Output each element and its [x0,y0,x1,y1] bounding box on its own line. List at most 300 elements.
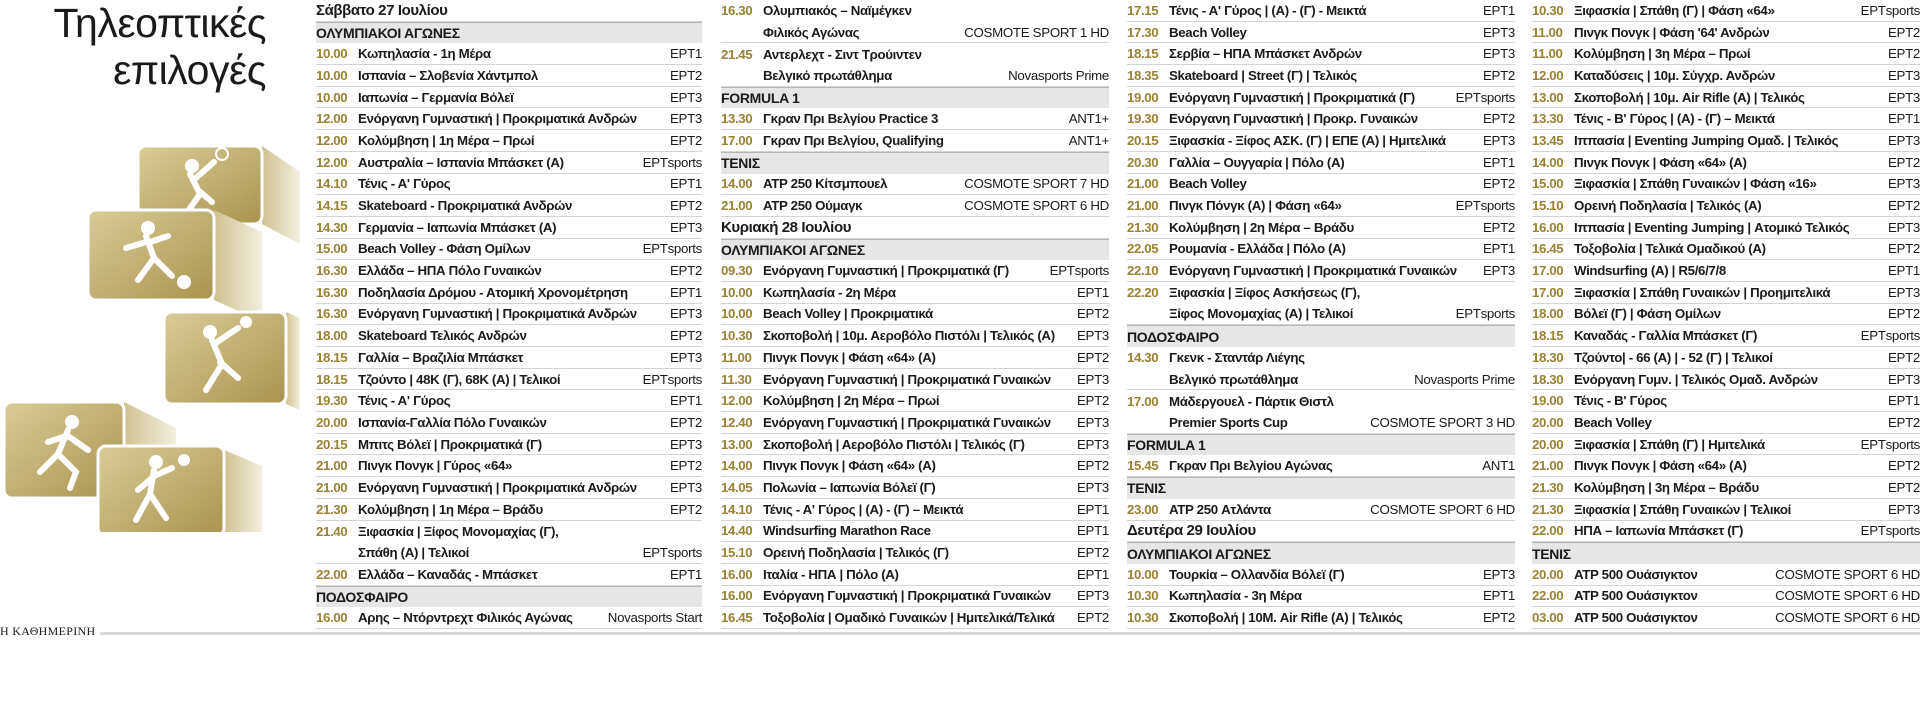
tv-channel: ΕΡΤ3 [1482,46,1515,62]
tv-channel: ΕΡΤsports [642,154,702,170]
event-time: 18.30 [1532,349,1564,365]
page-title [0,0,266,94]
schedule-row [316,130,702,152]
event-title: ATP 500 Ουάσιγκτον [1574,566,1698,582]
schedule-row [1532,282,1920,304]
event-title: Ιππασία | Eventing Jumping | Ατομικό Τελικός [1574,219,1850,235]
event-title: Πινγκ Πονγκ | Φάση «64» (Α) [763,349,936,365]
event-title: Ξιφασκία - Ξίφος ΑΣΚ. (Γ) | ΕΠΕ (Α) | Ημιτελικά [1169,132,1446,148]
schedule-row [721,412,1109,434]
tv-channel: ΕΡΤ3 [1887,219,1920,235]
tv-channel: ΕΡΤ1 [669,284,702,300]
event-time: 03.00 [1532,610,1564,626]
event-title: Κολύμβηση | 2η Μέρα – Πρωί [763,393,940,409]
event-title: Ξιφασκία | Σπάθη Γυναικών | Προημιτελικά [1574,284,1831,300]
schedule-row [721,369,1109,391]
category-heading: ΠΟΔΟΣΦΑΙΡΟ [1127,325,1515,347]
schedule-row [1532,412,1920,434]
tv-channel: ΕΡΤ2 [669,132,702,148]
category-heading: ΟΛΥΜΠΙΑΚΟΙ ΑΓΩΝΕΣ [316,22,702,44]
tv-channel: COSMOTE SPORT 3 HD [1370,414,1515,430]
schedule-row [1532,260,1920,282]
event-title: Ξίφος Μονομαχίας (Α) | Τελικοί [1169,306,1354,322]
tv-channel: ΕΡΤ2 [1482,219,1515,235]
event-time: 21.00 [316,458,348,474]
sports-icons-illustration [0,132,300,532]
event-time: 22.20 [1127,285,1159,301]
schedule-row [316,174,702,196]
event-title: Σερβία – ΗΠΑ Μπάσκετ Ανδρών [1169,46,1362,62]
tv-channel: ΕΡΤ3 [1887,132,1920,148]
event-title: Ξιφασκία | Σπάθη Γυναικών | Φάση «16» [1574,176,1817,192]
event-time: 16.30 [316,284,348,300]
category-heading: ΟΛΥΜΠΙΑΚΟΙ ΑΓΩΝΕΣ [1127,542,1515,564]
tv-channel: ΕΡΤ3 [1482,132,1515,148]
schedule-row [316,304,702,326]
event-title: Κωπηλασία - 2η Μέρα [763,284,896,300]
event-time: 13.00 [721,436,753,452]
schedule-row [316,347,702,369]
tv-channel: ΕΡΤsports [1455,306,1515,322]
tv-channel: ΕΡΤ3 [1482,24,1515,40]
tv-channel: ΕΡΤ3 [669,111,702,127]
schedule-column-1 [316,0,702,629]
page-title-line-2: επιλογές [113,47,266,93]
day-heading: Κυριακή 28 Ιουλίου [721,217,1109,239]
event-title: Τένις - Β' Γύρος [1574,393,1667,409]
event-title: Beach Volley | Προκριματικά [763,306,933,322]
tv-channel: COSMOTE SPORT 6 HD [964,198,1109,214]
tv-channel: ΕΡΤ1 [1482,241,1515,257]
event-title: Ιππασία | Eventing Jumping Ομαδ. | Τελικός [1574,132,1839,148]
schedule-row [316,455,702,477]
event-title: Σκοποβολή | 10Μ. Air Rifle (Α) | Τελικός [1169,610,1403,626]
event-title: Skateboard - Προκριματικά Ανδρών [358,198,573,214]
tv-channel: ΕΡΤ2 [1076,458,1109,474]
tv-channel: ΕΡΤ3 [669,89,702,105]
tv-channel: ΑΝΤ1+ [1068,132,1109,148]
event-title: Skateboard | Street (Γ) | Τελικός [1169,67,1357,83]
event-time: 16.30 [316,306,348,322]
page-title-line-1: Τηλεοπτικές [53,0,266,46]
schedule-row [721,282,1109,304]
category-heading: FORMULA 1 [1127,434,1515,456]
event-time: 12.00 [316,111,348,127]
schedule-row [721,542,1109,564]
tv-channel: ΕΡΤ1 [669,566,702,582]
schedule-row [721,586,1109,608]
tv-channel: ΕΡΤ3 [1887,176,1920,192]
event-title: Windsurfing Marathon Race [763,523,931,539]
schedule-row [1127,217,1515,239]
event-time: 11.00 [1532,46,1563,62]
event-title: Κωπηλασία - 3η Μέρα [1169,588,1302,604]
event-title: Beach Volley [1574,414,1652,430]
tv-channel: ΕΡΤ1 [1076,284,1109,300]
tv-channel: ΕΡΤ3 [1076,414,1109,430]
event-time: 22.00 [1532,588,1564,604]
category-heading: ΤΕΝΙΣ [1127,477,1515,499]
event-title: Πινγκ Πονγκ | Γύρος «64» [358,458,513,474]
schedule-row [1127,195,1515,217]
event-title: Ξιφασκία | Σπάθη Γυναικών | Τελικοί [1574,501,1791,517]
schedule-row [1532,195,1920,217]
schedule-row [721,130,1109,152]
schedule-row [1532,22,1920,44]
event-title: ATP 250 Ούμαγκ [763,198,863,214]
event-time: 16.00 [721,588,753,604]
tv-channel: ΕΡΤ2 [1887,198,1920,214]
tv-channel: ΕΡΤsports [1860,2,1920,18]
schedule-row [1127,499,1515,521]
event-time: 20.00 [316,414,348,430]
schedule-row [1127,282,1515,304]
event-time: 13.30 [1532,111,1564,127]
schedule-row [1532,65,1920,87]
event-title: Ιταλία - ΗΠΑ | Πόλο (Α) [763,566,899,582]
schedule-row [721,499,1109,521]
tv-channel: ΕΡΤ3 [1076,371,1109,387]
tv-channel: ΕΡΤ3 [1887,501,1920,517]
event-title: ATP 250 Κίτσμπουελ [763,176,888,192]
schedule-row [316,499,702,521]
schedule-row [721,195,1109,217]
event-time: 16.45 [1532,241,1564,257]
schedule-row [316,412,702,434]
tv-channel: ΕΡΤ2 [1887,458,1920,474]
event-title: ATP 250 Ατλάντα [1169,501,1271,517]
event-title: Ξιφασκία | Σπάθη (Γ) | Ημιτελικά [1574,436,1765,452]
event-time: 12.00 [316,154,348,170]
event-time: 16.45 [721,610,753,626]
schedule-row [721,108,1109,130]
schedule-row [1532,325,1920,347]
event-title: Τένις - Α' Γύρος [358,176,451,192]
event-title: Ελλάδα – ΗΠΑ Πόλο Γυναικών [358,263,542,279]
schedule-row [316,195,702,217]
schedule-row [721,65,1109,87]
event-time: 10.00 [316,89,348,105]
day-heading: Δευτέρα 29 Ιουλίου [1127,521,1515,543]
event-time: 21.30 [1532,501,1564,517]
event-title: Beach Volley - Φάση Ομίλων [358,241,531,257]
volleyball-cube-icon [164,312,300,410]
event-time: 10.00 [721,306,753,322]
tv-channel: ΕΡΤ3 [669,349,702,365]
tv-channel: ΕΡΤsports [1455,89,1515,105]
tv-channel: ΕΡΤ3 [1887,284,1920,300]
event-time: 09.30 [721,263,753,279]
event-time: 22.05 [1127,241,1159,257]
tv-channel: ΕΡΤ3 [1076,328,1109,344]
schedule-row [1532,521,1920,543]
event-time: 14.05 [721,479,753,495]
event-time: 21.30 [1532,479,1564,495]
schedule-column-3 [1127,0,1515,629]
event-title: Ορεινή Ποδηλασία | Τελικός (Α) [1574,198,1762,214]
event-time: 15.10 [1532,198,1564,214]
tv-channel: ΕΡΤ2 [1887,479,1920,495]
event-time: 17.00 [1532,284,1564,300]
category-heading: ΤΕΝΙΣ [721,152,1109,174]
schedule-row [1127,369,1515,391]
event-time: 14.00 [721,458,753,474]
schedule-row [316,87,702,109]
schedule-row [316,217,702,239]
event-title: Ενόργανη Γυμναστική | Προκριματικά Γυναικών [763,414,1051,430]
tv-channel: ΕΡΤ2 [1887,154,1920,170]
event-title: Αρης – Ντόρντρεχτ Φιλικός Αγώνας [358,610,573,626]
tv-channel: ΕΡΤ2 [1482,111,1515,127]
event-title: Τένις - Α' Γύρος [358,393,451,409]
schedule-row [1532,0,1920,22]
schedule-row [316,152,702,174]
event-title: Τένις - Α' Γύρος | (Α) - (Γ) - Μεικτά [1169,2,1367,18]
event-time: 14.30 [316,219,348,235]
event-title: Γκραν Πρι Βελγίου Practice 3 [763,111,939,127]
event-time: 18.15 [316,371,348,387]
event-title: Καναδάς - Γαλλία Μπάσκετ (Γ) [1574,328,1758,344]
event-time: 10.00 [316,46,348,62]
schedule-row [1127,108,1515,130]
event-title: ATP 500 Ουάσιγκτον [1574,588,1698,604]
tv-channel: ΕΡΤ3 [1887,89,1920,105]
tv-channel: ΕΡΤ3 [669,436,702,452]
tv-channel: ΕΡΤ1 [1076,566,1109,582]
schedule-row [1532,477,1920,499]
event-time: 17.15 [1127,2,1159,18]
event-title: Premier Sports Cup [1169,414,1288,430]
tv-channel: ΕΡΤ2 [669,458,702,474]
schedule-row [316,607,702,629]
event-time: 18.15 [1532,328,1564,344]
event-time: 22.00 [1532,523,1564,539]
schedule-row [316,325,702,347]
event-title: Windsurfing (Α) | R5/6/7/8 [1574,263,1726,279]
event-time: 21.30 [1127,219,1159,235]
volleyball-player-cube-icon [98,446,262,532]
schedule-row [1532,152,1920,174]
event-time: 13.45 [1532,132,1564,148]
schedule-row [1532,304,1920,326]
event-title: Ενόργανη Γυμναστική | Προκριματικά Γυναικών [763,588,1051,604]
event-title: Κολύμβηση | 2η Μέρα – Βράδυ [1169,219,1354,235]
tv-channel: ΕΡΤ3 [1887,371,1920,387]
event-title: ATP 500 Ουάσιγκτον [1574,610,1698,626]
event-title: Πινγκ Πόνγκ (Α) | Φάση «64» [1169,198,1342,214]
tv-channel: ΕΡΤ3 [1076,436,1109,452]
event-time: 12.00 [1532,67,1564,83]
event-title: Πινγκ Πονγκ | Φάση '64' Ανδρών [1574,24,1770,40]
schedule-row [1127,0,1515,22]
tv-channel: ΕΡΤ1 [1887,111,1920,127]
schedule-row [1127,22,1515,44]
schedule-row [1127,304,1515,326]
schedule-row [1127,412,1515,434]
event-time: 15.00 [316,241,348,257]
schedule-row [316,477,702,499]
schedule-row [1532,217,1920,239]
event-time: 20.00 [1532,436,1564,452]
event-time: 10.00 [316,67,348,83]
event-title: Σπάθη (Α) | Τελικοί [358,545,469,561]
tv-channel: COSMOTE SPORT 6 HD [1775,588,1920,604]
event-time: 21.00 [1127,176,1159,192]
event-time: 16.30 [316,263,348,279]
event-time: 18.15 [316,349,348,365]
schedule-row [1532,108,1920,130]
schedule-row [1127,130,1515,152]
category-heading: ΤΕΝΙΣ [1532,542,1920,564]
event-time: 17.00 [1127,393,1159,409]
tv-channel: Novasports Prime [1414,371,1515,387]
event-title: Μπιτς Βόλεϊ | Προκριματικά (Γ) [358,436,542,452]
schedule-row [1532,499,1920,521]
schedule-row [1532,455,1920,477]
tv-channel: ΕΡΤ2 [669,67,702,83]
bottom-divider [100,632,1920,635]
tv-channel: COSMOTE SPORT 1 HD [964,24,1109,40]
event-title: Πινγκ Πονγκ | Φάση «64» (Α) [1574,154,1747,170]
tv-channel: ΕΡΤ3 [1887,67,1920,83]
schedule-row [721,564,1109,586]
event-title: Ενόργανη Γυμναστική | Προκριματικά (Γ) [763,263,1009,279]
event-time: 19.00 [1532,393,1564,409]
schedule-row [721,390,1109,412]
schedule-row [1127,455,1515,477]
schedule-row [721,521,1109,543]
event-time: 21.00 [1127,198,1159,214]
event-title: Ισπανία – Σλοβενία Χάντμπολ [358,67,538,83]
tv-channel: ΕΡΤsports [642,241,702,257]
event-title: Ξιφασκία | Ξίφος Μονομαχίας (Γ), [358,523,559,539]
event-time: 11.00 [1532,24,1563,40]
event-time: 18.35 [1127,67,1159,83]
event-time: 19.00 [1127,89,1159,105]
event-title: Ξιφασκία | Ξίφος Ασκήσεως (Γ), [1169,285,1360,301]
schedule-row [1532,607,1920,629]
event-time: 10.30 [1127,610,1159,626]
schedule-row [316,108,702,130]
event-title: Πινγκ Πονγκ | Φάση «64» (Α) [763,458,936,474]
event-time: 10.30 [721,328,753,344]
tv-channel: ΕΡΤ3 [1482,566,1515,582]
day-heading: Σάββατο 27 Ιουλίου [316,0,702,22]
event-time: 14.15 [316,198,348,214]
event-time: 15.10 [721,545,753,561]
event-time: 17.30 [1127,24,1159,40]
event-title: Ελλάδα – Καναδάς - Μπάσκετ [358,566,538,582]
event-time: 12.40 [721,414,753,430]
event-title: Φιλικός Αγώνας [763,24,860,40]
schedule-row [1532,43,1920,65]
schedule-row [1532,586,1920,608]
event-title: Ενόργανη Γυμναστική | Προκρ. Γυναικών [1169,111,1418,127]
event-title: Τοξοβολία | Τελικά Ομαδικού (Α) [1574,241,1766,257]
tv-channel: ΕΡΤ2 [1887,414,1920,430]
schedule-row [316,521,702,543]
event-time: 20.30 [1127,154,1159,170]
tv-channel: ΕΡΤ2 [669,263,702,279]
tv-channel: COSMOTE SPORT 6 HD [1370,501,1515,517]
schedule-row [1532,434,1920,456]
event-time: 17.00 [1532,263,1564,279]
tv-channel: ΕΡΤ3 [669,219,702,235]
category-heading: FORMULA 1 [721,87,1109,109]
schedule-row [316,390,702,412]
event-title: Ποδηλασία Δρόμου - Ατομική Χρονομέτρηση [358,284,628,300]
event-time: 15.45 [1127,458,1159,474]
event-title: Αυστραλία – Ισπανία Μπάσκετ (Α) [358,154,564,170]
tv-channel: ΕΡΤ2 [669,198,702,214]
event-title: Beach Volley [1169,24,1247,40]
schedule-row [1532,347,1920,369]
tv-channel: ΕΡΤ3 [1076,479,1109,495]
event-title: Τοξοβολία | Ομαδικό Γυναικών | Ημιτελικά/Τελικά [763,610,1055,626]
category-heading: ΠΟΔΟΣΦΑΙΡΟ [316,586,702,608]
event-time: 17.00 [721,132,753,148]
event-time: 14.40 [721,523,753,539]
event-title: Ισπανία-Γαλλία Πόλο Γυναικών [358,414,547,430]
event-title: Αντερλεχτ - Σιντ Τρούιντεν [763,46,922,62]
event-time: 22.10 [1127,263,1159,279]
event-time: 10.30 [1127,588,1159,604]
event-title: Σκοποβολή | 10μ. Air Rifle (Α) | Τελικός [1574,89,1805,105]
event-title: Ορεινή Ποδηλασία | Τελικός (Γ) [763,545,949,561]
event-title: Ιαπωνία – Γερμανία Βόλεϊ [358,89,514,105]
event-time: 14.00 [1532,154,1564,170]
tv-channel: ΕΡΤ1 [669,393,702,409]
event-title: Βελγικό πρωτάθλημα [763,67,892,83]
event-time: 14.10 [316,176,348,192]
schedule-row [1532,174,1920,196]
schedule-row [1532,87,1920,109]
event-title: Κολύμβηση | 3η Μέρα – Βράδυ [1574,479,1759,495]
tv-channel: ΕΡΤ1 [1887,393,1920,409]
tv-channel: ΕΡΤsports [1860,436,1920,452]
schedule-row [721,477,1109,499]
event-time: 12.00 [316,132,348,148]
event-title: Σκοποβολή | 10μ. Αεροβόλο Πιστόλι | Τελικός (Α) [763,328,1055,344]
tv-channel: ΕΡΤ3 [669,479,702,495]
schedule-row [721,43,1109,65]
tv-channel: ΕΡΤ3 [1482,263,1515,279]
event-title: Κολύμβηση | 1η Μέρα – Πρωί [358,132,535,148]
tv-channel: ΕΡΤ2 [1887,306,1920,322]
tv-channel: ΕΡΤ1 [1482,2,1515,18]
schedule-row [721,22,1109,44]
publisher-logo: Η ΚΑΘΗΜΕΡΙΝΗ [0,624,96,638]
event-time: 12.00 [721,393,753,409]
schedule-row [721,434,1109,456]
event-time: 21.00 [721,198,753,214]
schedule-row [316,282,702,304]
event-time: 20.00 [1532,566,1564,582]
event-time: 11.30 [721,371,752,387]
event-time: 18.00 [1532,306,1564,322]
tv-channel: ΕΡΤ2 [1482,67,1515,83]
tv-channel: ΕΡΤ1 [1482,588,1515,604]
event-title: Κολύμβηση | 1η Μέρα – Βράδυ [358,501,543,517]
event-title: ΗΠΑ – Ιαπωνία Μπάσκετ (Γ) [1574,523,1744,539]
tv-channel: ΑΝΤ1+ [1068,111,1109,127]
tv-channel: ΕΡΤ2 [669,328,702,344]
schedule-row [1127,239,1515,261]
schedule-row [1532,564,1920,586]
event-time: 13.30 [721,111,753,127]
event-title: Γερμανία – Ιαπωνία Μπάσκετ (Α) [358,219,557,235]
schedule-row [721,260,1109,282]
